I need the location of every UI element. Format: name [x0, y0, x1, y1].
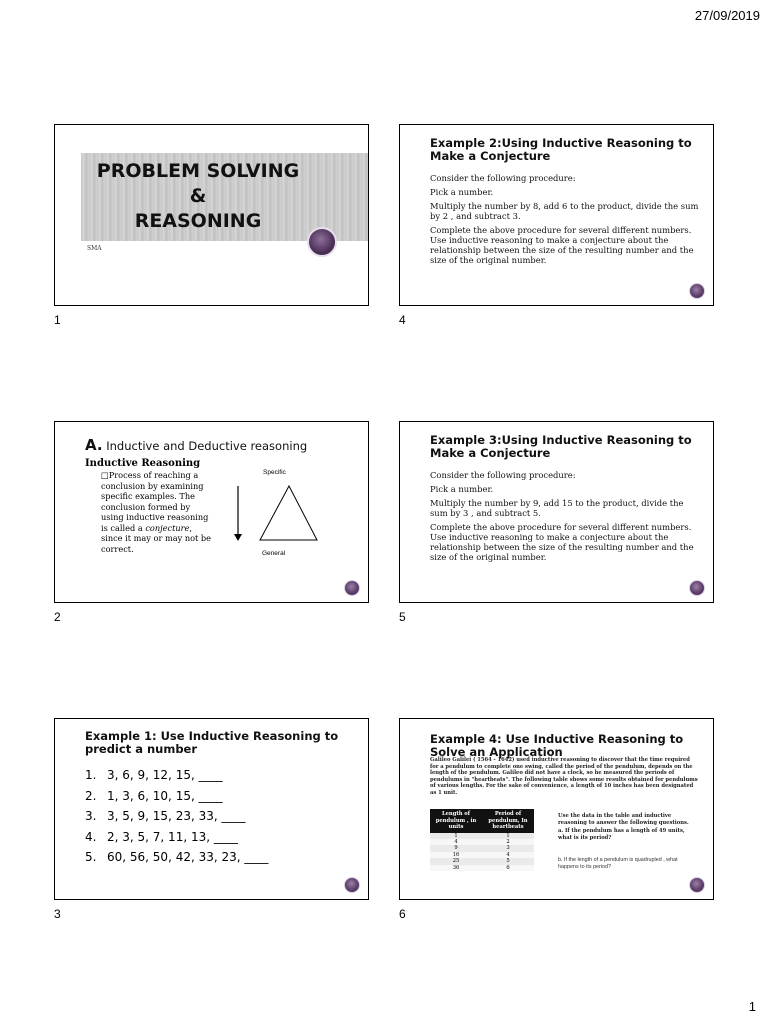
page-number: 1 [748, 999, 756, 1014]
list-item: 1. 3, 6, 9, 12, 15, ____ [85, 768, 223, 782]
page-date: 27/09/2019 [694, 8, 760, 23]
table-row: 1 1 [430, 833, 534, 839]
slide-2 [54, 421, 369, 603]
inductive-reasoning-definition: □Process of reaching a conclusion by examining specific examples. The conclusion formed by using inductive reasoning is called a conjecture, since it may or may not be correct. [101, 470, 212, 554]
arrow-head-icon [234, 534, 242, 541]
list-item: 2. 1, 3, 6, 10, 15, ____ [85, 788, 223, 803]
list-item: 4. 2, 3, 5, 7, 11, 13, ____ [85, 829, 238, 844]
slide-4-number: 4 [399, 313, 406, 327]
logo-badge-icon [344, 580, 360, 596]
slide-5-body: Consider the following procedure: Pick a number. Multiply the number by 9, add 15 to the product, divide the sum by 3 , and subtract 5. Complete the above procedure for several different numbers. Use inductive reasoning to make a conjecture about the relationship between the size of the resulting number and the size of the original number. [430, 470, 694, 562]
slide-6 [399, 718, 714, 900]
slide-1-number: 1 [54, 313, 61, 327]
table-row: 4 2 [430, 839, 534, 845]
list-item: 5. 60, 56, 50, 42, 33, 23, ____ [85, 850, 269, 864]
table-row: 16 4 [430, 852, 534, 858]
table-row: 9 3 [430, 845, 534, 851]
table-row: 25 5 [430, 858, 534, 864]
slide-3 [54, 718, 369, 900]
questions-text: Use the data in the table and inductive reasoning to answer the following questions. a. If the pendulum has a length of 49 units, what is its period? [558, 813, 689, 841]
galileo-paragraph: Galileo Galilei ( 1564 - 1642) used inductive reasoning to discover that the time required for a pendulum to complete one swing, called the period of the pendulum, depends on the length of the pendulum. Galileo did not have a clock, so he measured the periods of pendulums in "heartbeats". The following table shows some results obtained for pendulums of various lengths. For the sake of convenience, a length of 10 inches has been designated as 1 unit. [430, 757, 698, 796]
specific-label: Specific [263, 469, 286, 476]
slide-2-title: A. Inductive and Deductive reasoning [85, 436, 308, 454]
logo-badge-icon [689, 580, 705, 596]
triangle-diagram [55, 422, 369, 603]
slide-5-title: Example 3:Using Inductive Reasoning to Make a Conjecture [430, 433, 692, 460]
author-label: SMA [87, 245, 102, 252]
slide-6-title: Example 4: Use Inductive Reasoning to Solve an Application [430, 732, 684, 759]
table-row: 36 6 [430, 865, 534, 871]
slide-1-title: PROBLEM SOLVING & REASONING [96, 160, 300, 232]
table-header: Length of pendulum , in units [430, 809, 482, 833]
slide-2-number: 2 [54, 610, 61, 624]
inductive-reasoning-heading: Inductive Reasoning [85, 458, 201, 469]
slide-1 [54, 124, 369, 306]
logo-badge-icon [307, 227, 337, 257]
sequence-list [85, 765, 268, 868]
question-b: b. If the length of a pendulum is quadrupled , what happens to its period? [558, 857, 678, 870]
logo-badge-icon [689, 283, 705, 299]
general-label: General [262, 550, 286, 557]
slide-4 [399, 124, 714, 306]
triangle-icon [260, 486, 317, 540]
slide-5 [399, 421, 714, 603]
slide-6-number: 6 [399, 907, 406, 921]
slide-4-body: Consider the following procedure: Pick a number. Multiply the number by 8, add 6 to the product, divide the sum by 2 , and subtract 3. Complete the above procedure for several different numbers. Use inductive reasoning to make a conjecture about the relationship between the size of the resulting number and the size of the original number. [430, 173, 699, 265]
slide-3-number: 3 [54, 907, 61, 921]
table-header: Period of pendulum, In heartbeats [482, 809, 534, 833]
logo-badge-icon [689, 877, 705, 893]
slide-5-number: 5 [399, 610, 406, 624]
logo-badge-icon [344, 877, 360, 893]
slide-4-title: Example 2:Using Inductive Reasoning to Make a Conjecture [430, 136, 692, 163]
list-item: 3. 3, 5, 9, 15, 23, 33, ____ [85, 809, 246, 823]
pendulum-table [430, 809, 534, 871]
slide-3-title: Example 1: Use Inductive Reasoning to predict a number [85, 729, 339, 756]
